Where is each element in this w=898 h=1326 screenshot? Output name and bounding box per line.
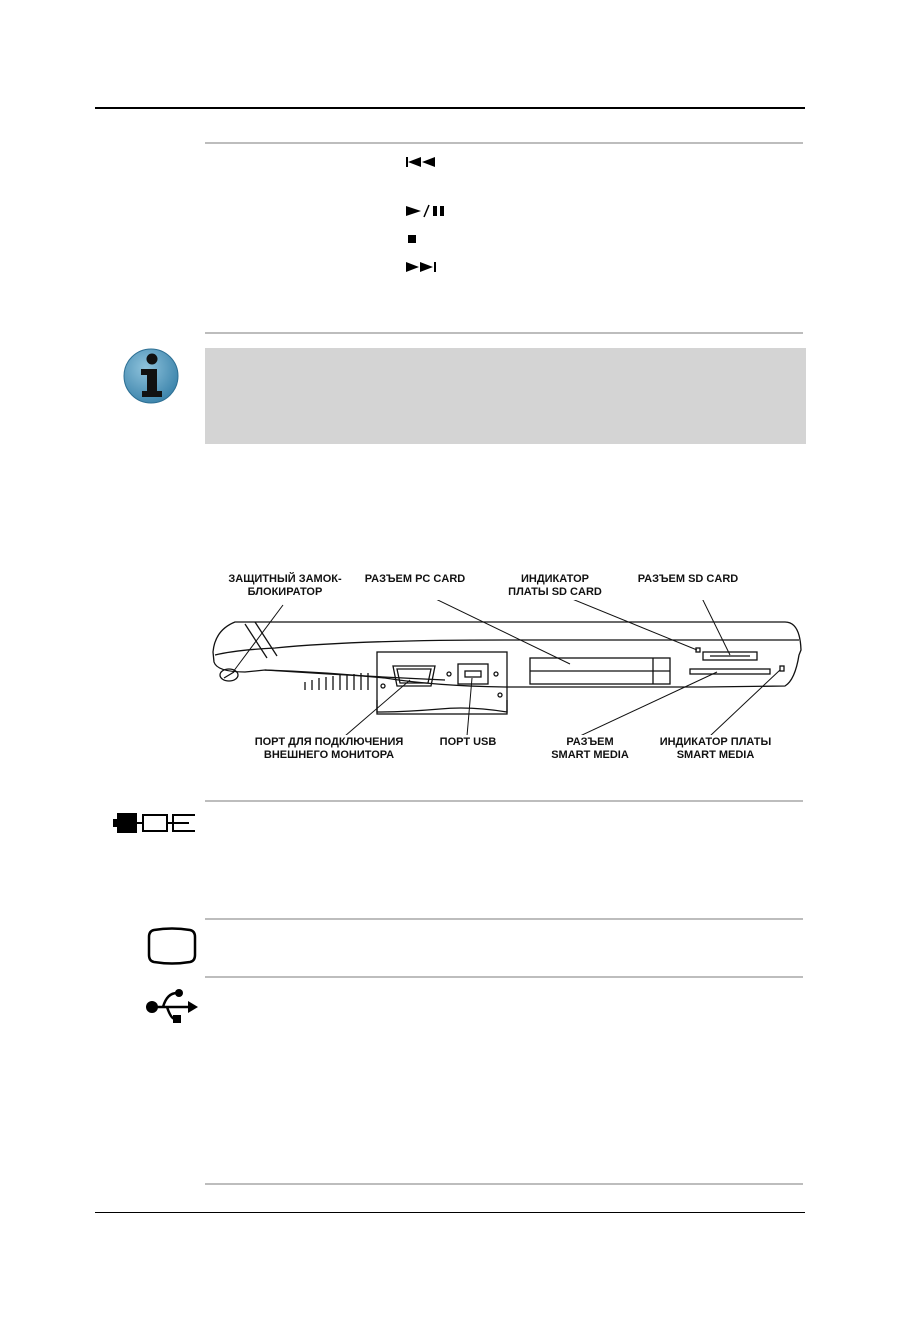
- footer-rule: [95, 1212, 805, 1213]
- stop-icon: [405, 232, 419, 246]
- section-divider: [205, 976, 803, 978]
- section-divider: [205, 332, 803, 334]
- header-rule: [95, 107, 805, 109]
- next-track-icon: [405, 260, 445, 274]
- label-pc-card-slot: РАЗЪЕМ PC CARD: [364, 573, 466, 585]
- label-line: SMART MEDIA: [676, 749, 755, 761]
- info-icon: [122, 347, 180, 405]
- usb-icon: [143, 985, 199, 1029]
- section-divider: [205, 918, 803, 920]
- label-line: БЛОКИРАТОР: [247, 586, 323, 598]
- label-line: ПЛАТЫ SD CARD: [508, 586, 602, 598]
- label-sd-card-indicator: [490, 573, 620, 599]
- note-box: [205, 348, 806, 444]
- label-security-lock: [215, 573, 355, 599]
- label-line: SMART MEDIA: [551, 749, 629, 761]
- label-line: ВНЕШНЕГО МОНИТОРА: [263, 749, 395, 761]
- label-line: ИНДИКАТОР: [520, 573, 590, 585]
- label-line: ПОРТ ДЛЯ ПОДКЛЮЧЕНИЯ: [254, 736, 404, 748]
- previous-track-icon: [405, 155, 445, 169]
- label-line: ИНДИКАТОР ПЛАТЫ: [659, 736, 772, 748]
- section-divider: [205, 142, 803, 144]
- label-sd-card-slot: РАЗЪЕМ SD CARD: [637, 573, 739, 585]
- label-smart-media-slot: [530, 736, 650, 762]
- label-line: ЗАЩИТНЫЙ ЗАМОК-: [228, 573, 342, 585]
- label-usb-port: ПОРТ USB: [439, 736, 497, 748]
- label-external-monitor-port: [244, 736, 414, 762]
- pc-card-icon: [113, 810, 197, 836]
- label-line: РАЗЪЕМ: [566, 736, 614, 748]
- section-divider: [205, 800, 803, 802]
- play-pause-icon: [405, 204, 450, 218]
- label-smart-media-indicator: [648, 736, 783, 762]
- laptop-side-drawing: [205, 600, 805, 735]
- section-divider: [205, 1183, 803, 1185]
- monitor-icon: [146, 926, 198, 966]
